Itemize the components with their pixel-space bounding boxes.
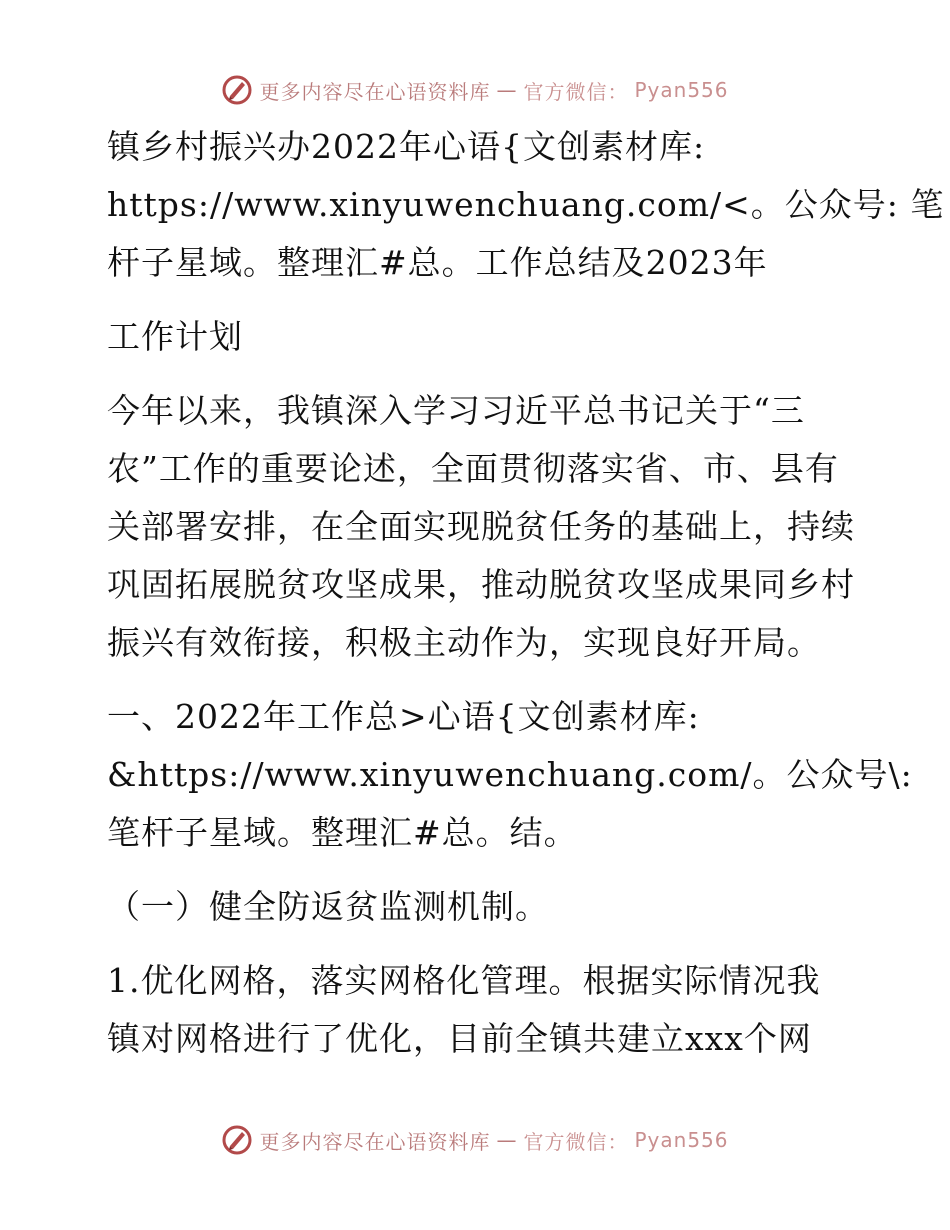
watermark-wechat-id: Pyan556 — [634, 78, 729, 102]
intro-line-1: 今年以来，我镇深入学习习近平总书记关于“三 — [107, 391, 805, 430]
section-heading-1 — [97, 688, 913, 862]
subsection-heading-1 — [97, 878, 857, 936]
document-title — [97, 118, 945, 292]
pen-seal-icon — [221, 1124, 253, 1156]
subsection1-line: （一）健全防返贫监测机制。 — [107, 887, 549, 926]
item-paragraph-1 — [97, 952, 857, 1068]
intro-line-4: 巩固拓展脱贫攻坚成果，推动脱贫攻坚成果同乡村 — [107, 565, 855, 604]
pen-seal-icon — [221, 74, 253, 106]
intro-paragraph — [97, 382, 857, 672]
section1-line-1: 一、2022年工作总>心语{文创素材库: — [107, 697, 700, 736]
intro-line-2: 农”工作的重要论述，全面贯彻落实省、市、县有 — [107, 449, 839, 488]
document-subtitle — [97, 308, 857, 366]
watermark-wechat-id: Pyan556 — [634, 1128, 729, 1152]
document-body — [97, 118, 945, 1068]
footer-watermark-banner — [0, 1120, 950, 1160]
watermark-dash: — — [496, 1128, 518, 1152]
intro-line-5: 振兴有效衔接，积极主动作为，实现良好开局。 — [107, 623, 821, 662]
item1-line-2: 镇对网格进行了优化，目前全镇共建立xxx个网 — [107, 1019, 812, 1058]
title-line-3: 杆子星域。整理汇#总。工作总结及2023年 — [107, 243, 768, 282]
item1-line-1: 1.优化网格，落实网格化管理。根据实际情况我 — [107, 961, 821, 1000]
watermark-dash: — — [496, 78, 518, 102]
section1-line-3: 笔杆子星域。整理汇#总。结。 — [107, 813, 578, 852]
title-line-2: https://www.xinyuwenchuang.com/<。公众号: 笔 — [107, 185, 945, 224]
subtitle-line: 工作计划 — [107, 317, 243, 356]
header-watermark-banner — [0, 70, 950, 110]
watermark-wechat-label: 官方微信： — [523, 1129, 629, 1154]
watermark-text: 更多内容尽在心语资料库 — [259, 79, 491, 104]
section1-line-2: &https://www.xinyuwenchuang.com/。公众号\: — [107, 755, 913, 794]
title-line-1: 镇乡村振兴办2022年心语{文创素材库: — [107, 127, 706, 166]
watermark-wechat-label: 官方微信： — [523, 79, 629, 104]
watermark-text: 更多内容尽在心语资料库 — [259, 1129, 491, 1154]
intro-line-3: 关部署安排，在全面实现脱贫任务的基础上，持续 — [107, 507, 855, 546]
